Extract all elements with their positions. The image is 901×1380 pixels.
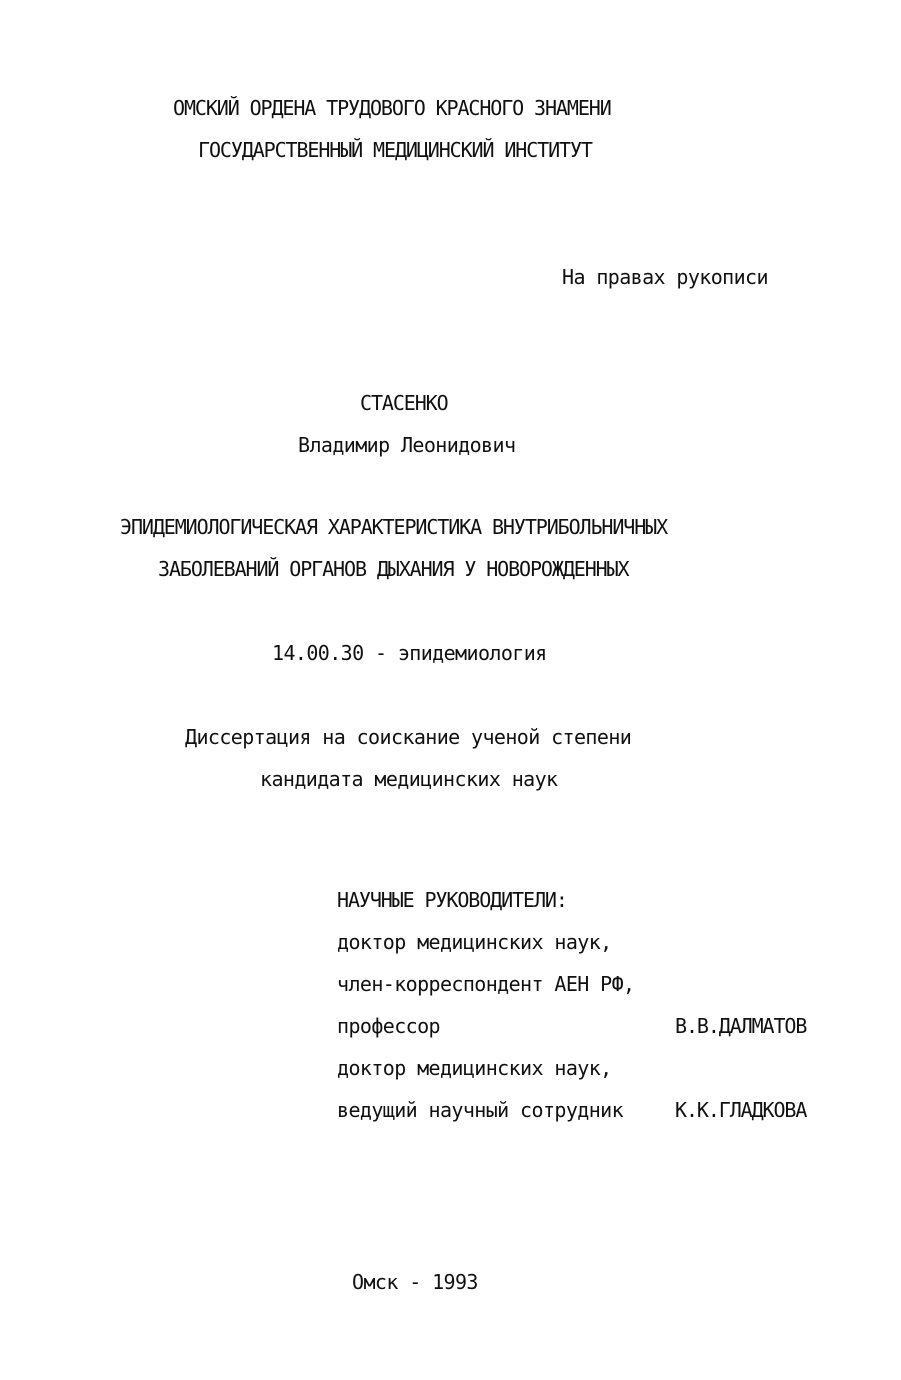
author-surname: СТАСЕНКО [360,391,448,415]
institution-line-1: ОМСКИЙ ОРДЕНА ТРУДОВОГО КРАСНОГО ЗНАМЕНИ [173,96,611,120]
supervisor-2-position: ведущий научный сотрудник [337,1098,624,1122]
supervisor-2-row-2 [337,1097,837,1139]
supervisors-heading: НАУЧНЫЕ РУКОВОДИТЕЛИ: [337,888,567,912]
supervisor-1-row-1 [337,929,837,971]
specialty-code: 14.00.30 - эпидемиология [272,641,547,665]
supervisors-block [337,887,837,1139]
supervisor-1-name: В.В.ДАЛМАТОВ [675,1014,807,1038]
place-and-year: Омск - 1993 [352,1270,478,1294]
institution-line-2: ГОСУДАРСТВЕННЫЙ МЕДИЦИНСКИЙ ИНСТИТУТ [198,138,592,162]
supervisors-heading-row [337,887,837,929]
supervisor-2-name: К.К.ГЛАДКОВА [675,1098,807,1122]
title-line-1: ЭПИДЕМИОЛОГИЧЕСКАЯ ХАРАКТЕРИСТИКА ВНУТРИБОЛЬНИЧНЫХ [120,515,668,539]
supervisor-1-row-3 [337,1013,837,1055]
supervisor-1-membership: член-корреспондент АЕН РФ, [337,972,635,996]
title-line-2: ЗАБОЛЕВАНИЙ ОРГАНОВ ДЫХАНИЯ У НОВОРОЖДЕННЫХ [158,557,629,581]
supervisor-1-title: профессор [337,1014,440,1038]
supervisor-1-degree: доктор медицинских наук, [337,930,612,954]
manuscript-note: На правах рукописи [562,265,768,289]
degree-line-1: Диссертация на соискание ученой степени [185,725,632,749]
degree-line-2: кандидата медицинских наук [260,767,558,791]
supervisor-2-degree: доктор медицинских наук, [337,1056,612,1080]
supervisor-2-row-1 [337,1055,837,1097]
supervisor-1-row-2 [337,971,837,1013]
author-name: Владимир Леонидович [298,433,516,457]
